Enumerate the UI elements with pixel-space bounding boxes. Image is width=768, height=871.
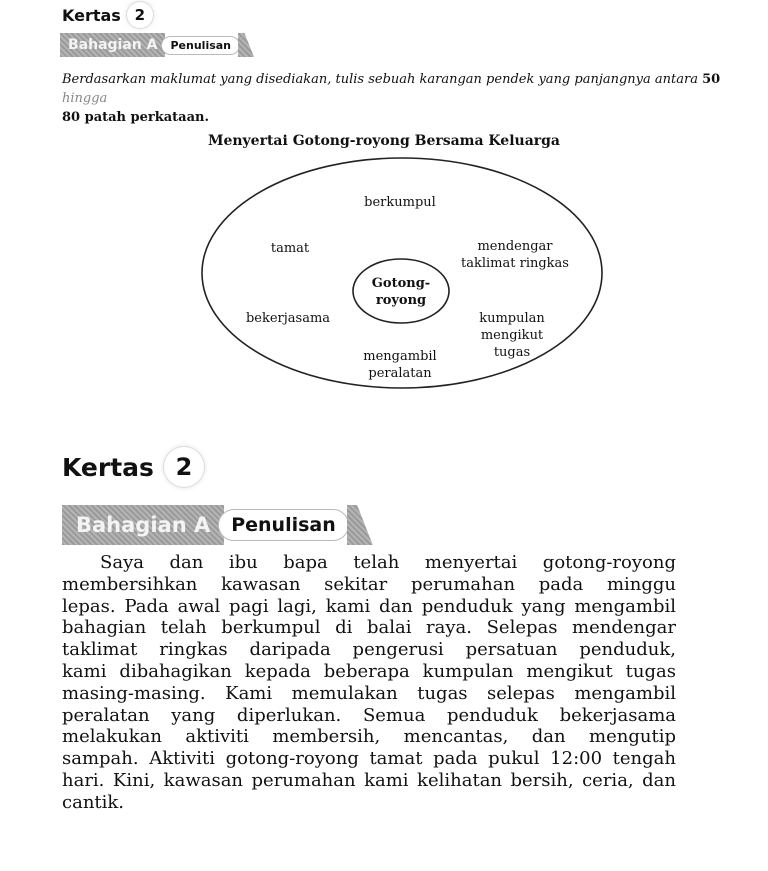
paper-heading <box>62 2 153 28</box>
essay-line: hari. Kini, kawasan perumahan kami kelihatan bersih, ceria, dan <box>62 769 676 791</box>
essay-line: melakukan aktiviti membersih, mencantas, dan mengutip <box>62 726 676 748</box>
answer-section-part-label: Bahagian A <box>62 505 224 545</box>
section-banner-tail <box>238 33 254 57</box>
answer-section-topic-pill: Penulisan <box>218 509 349 541</box>
answer-section-banner <box>62 505 373 545</box>
node-mendengar-line2: taklimat ringkas <box>461 256 569 271</box>
center-node <box>361 275 441 309</box>
center-node-line1: Gotong- <box>371 276 431 291</box>
essay-line: masing-masing. Kami memulakan tugas selepas mengambil <box>62 682 676 704</box>
instruction-text: Berdasarkan maklumat yang disediakan, tulis sebuah karangan pendek yang panjangnya antara <box>62 72 703 87</box>
section-banner <box>60 33 254 57</box>
answer-paper-label: Kertas <box>62 452 154 482</box>
node-mengambil <box>345 348 455 382</box>
mind-map-title: Menyertai Gotong-royong Bersama Keluarga <box>207 133 561 149</box>
node-berkumpul: berkumpul <box>364 195 436 210</box>
node-kumpulan-line1: kumpulan <box>479 311 545 326</box>
essay-line: sampah. Aktiviti gotong-royong tamat pada pukul 12:00 tengah <box>62 748 676 770</box>
answer-paper-heading <box>62 447 204 487</box>
node-mendengar-line1: mendengar <box>477 239 553 254</box>
section-part-label: Bahagian A <box>60 33 165 57</box>
instruction-max-words: 80 patah perkataan. <box>62 110 210 125</box>
node-bekerjasama: bekerjasama <box>245 311 331 326</box>
node-mendengar <box>450 238 580 272</box>
section-topic-pill: Penulisan <box>161 36 240 55</box>
essay-line: peralatan yang diperlukan. Semua penduduk bekerjasama <box>62 704 676 726</box>
node-tamat: tamat <box>270 241 310 256</box>
essay-line: kami dibahagikan kepada beberapa kumpulan mengikut tugas <box>62 660 676 682</box>
node-mengambil-line2: peralatan <box>368 366 432 381</box>
node-mengambil-line1: mengambil <box>363 349 437 364</box>
instruction-min-words: 50 <box>702 72 721 87</box>
essay-line: cantik. <box>62 791 125 813</box>
center-node-line2: royong <box>375 293 427 308</box>
node-kumpulan-line2: mengikut <box>480 328 544 343</box>
essay-line: bahagian telah berkumpul di balai raya. Selepas mendengar <box>62 617 676 639</box>
model-essay <box>62 552 676 814</box>
essay-line: Saya dan ibu bapa telah menyertai gotong-royong <box>100 552 676 573</box>
node-kumpulan <box>462 310 562 361</box>
essay-line: membersihkan kawasan sekitar perumahan pada minggu <box>62 573 676 595</box>
node-kumpulan-line3: tugas <box>493 345 531 360</box>
question-instruction <box>62 70 762 127</box>
answer-section-banner-tail <box>347 505 373 545</box>
essay-line: lepas. Pada awal pagi lagi, kami dan penduduk yang mengambil <box>62 595 676 617</box>
paper-label: Kertas <box>62 5 121 25</box>
essay-line: taklimat ringkas daripada pengerusi persatuan penduduk, <box>62 639 676 661</box>
answer-paper-number-badge: 2 <box>164 447 204 487</box>
paper-number-badge: 2 <box>127 2 153 28</box>
instruction-connector: hingga <box>62 91 108 106</box>
